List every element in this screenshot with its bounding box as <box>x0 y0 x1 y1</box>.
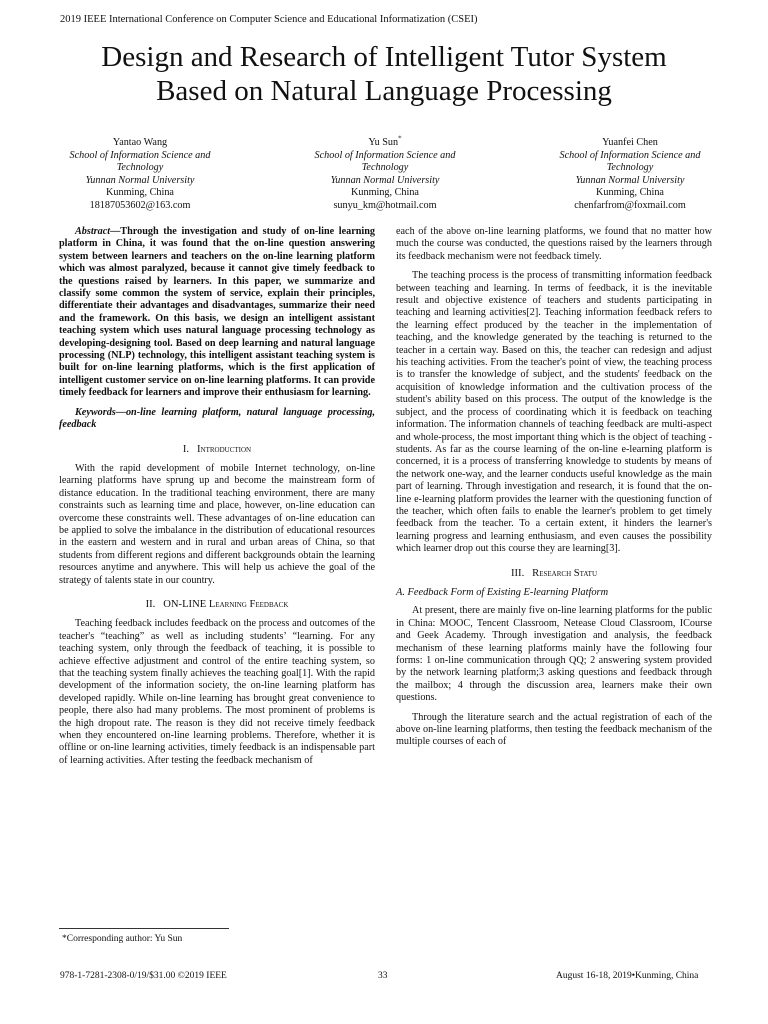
section-title: ON-LINE Learning Feedback <box>163 598 289 610</box>
abstract-text: —Through the investigation and study of on-line learning platform in China, it was found that the on-line question answering system between learners and teachers on the on-line learning platform which was almost paralyzed, because it cannot give timely feedback to the questions raised by learners. In this paper, we summarize and classify some common the system of service, explain their principles, differentiate their advantages and disadvantages, summarize their need and the framework. On this basis, we design an intelligent assistant teaching system which uses natural language processing technology as developing-designing tool. Based on deep learning and natural language processing (NLP) technology, this intelligent assistant teaching system is built for on-line learning platforms, which is the first application of intelligent customer service on on-line learning platforms. It can provide timely feedback for learners and improve their enthusiasm for learning. <box>59 226 375 399</box>
title-line-1: Design and Research of Intelligent Tutor System <box>101 41 667 73</box>
footnote-divider <box>59 928 229 929</box>
section-number: I. <box>182 443 190 455</box>
author-affiliation: Technology <box>116 162 164 174</box>
conference-header: 2019 IEEE International Conference on Computer Science and Educational Informatization (CSEI) <box>60 14 478 25</box>
subsection-heading: A. Feedback Form of Existing E-learning Platform <box>396 586 609 598</box>
author-2 <box>285 134 485 213</box>
section-heading-introduction <box>59 444 375 456</box>
paragraph: At present, there are mainly five on-line learning platforms for the public in China: MOOC, Tencent Classroom, Netease Cloud Classroom, ICourse and Geek Academy. Through investigation and analysis, the feedback mechanism of these learning platforms mainly have the following four forms: 1 on-line communication through QQ; 2 answering system provided by the network learning platform;3 asking questions and feedback through the mailbox; 4 through the discussion area, learners make their own questions. <box>396 605 712 704</box>
author-name: Yantao Wang <box>112 137 168 148</box>
section-heading-feedback <box>59 599 375 611</box>
footer-isbn: 978-1-7281-2308-0/19/$31.00 ©2019 IEEE <box>60 971 227 981</box>
section-title: Research Statu <box>532 567 597 579</box>
author-university: Yunnan Normal University <box>575 174 685 186</box>
paragraph: Through the literature search and the actual registration of each of the above on-line learning platforms, then testing the feedback mechanism of the multiple courses of each of <box>396 711 712 748</box>
section-heading-research-status <box>396 568 712 580</box>
page-number: 33 <box>378 971 388 981</box>
author-affiliation: Technology <box>606 162 654 174</box>
abstract-label: Abstract <box>75 226 111 237</box>
corresponding-mark: * <box>398 134 402 143</box>
footer-venue: August 16-18, 2019•Kunming, China <box>556 971 699 981</box>
footnote: *Corresponding author: Yu Sun <box>62 934 183 944</box>
keywords: Keywords—on-line learning platform, natural language processing, feedback <box>59 406 375 431</box>
author-university: Yunnan Normal University <box>330 174 440 186</box>
author-affiliation: Technology <box>361 162 409 174</box>
author-3 <box>530 137 730 213</box>
left-column <box>59 226 375 774</box>
section-number: II. <box>145 598 156 610</box>
author-name: Yu Sun <box>368 137 399 148</box>
section-title: Introduction <box>197 443 252 455</box>
author-1 <box>40 137 240 213</box>
paper-title <box>40 40 728 108</box>
author-block <box>40 134 730 213</box>
right-column <box>396 226 712 756</box>
author-name: Yuanfei Chen <box>602 137 658 148</box>
author-affiliation: School of Information Science and <box>314 149 456 161</box>
section-number: III. <box>510 567 525 579</box>
paragraph: The teaching process is the process of transmitting information feedback between teaching and learning. In terms of feedback, it is the inevitable result and objective existence of teachers and students participating in teaching and learning activities[2]. Teaching information feedback refers to the learning effect produced by the teacher in the implementation of teaching, and the knowledge generated by the teaching is returned to the teacher in a certain way. Based on this, the teacher can redesign and adjust his teaching activities. From the teacher's point of view, the teaching process is to transfer the knowledge of subject, and the students' feedback on the acquisition of knowledge information and the cultivation process of the student's ability based on this process. The output of the knowledge is the subject, and the process of coordinating which it is feedback on teaching information. The information channels of teaching feedback are multi-aspect and whole-process, the most important thing which is the object of teaching - students. As far as the course learning of the on-line e-learning platform is concerned, it is a process of transferring knowledge to students by means of the network one-way, and the learner conducts useful knowledge as the main part of learning. Through investigation and research, it is found that the on-line e-learning platform provides the learner with the questioning function of the teacher, which often fails to enable the learner's problem to get timely feedback from the teacher. To a certain extent, it hinders the learner's learning progress and learning enthusiasm, and even causes the possibility which learner drop out this course they are learning[3]. <box>396 270 712 555</box>
author-university: Yunnan Normal University <box>85 174 195 186</box>
author-affiliation: School of Information Science and <box>69 149 211 161</box>
author-email: 18187053602@163.com <box>89 199 191 211</box>
author-email: sunyu_km@hotmail.com <box>333 199 437 211</box>
title-line-2: Based on Natural Language Processing <box>156 75 612 107</box>
abstract <box>59 226 375 400</box>
author-affiliation: School of Information Science and <box>559 149 701 161</box>
author-city: Kunming, China <box>351 187 419 199</box>
paragraph: Teaching feedback includes feedback on the process and outcomes of the teacher's “teaching” as well as including students’ “learning. For any teaching system, only through the feedback of teaching, it is possible to achieve effective adjustment and control of the entire teaching system, so that the teaching system finally achieves the teaching goal[1]. With the rapid development of the information society, the on-line learning platform has developed rapidly. While on-line learning has brought great convenience to people, there also had many problems. The most prominent of problems is the high dropout rate. The reason is they did not receive timely feedback when they encountered on-line learning problems. Therefore, whether it is offline or on-line learning activities, timely feedback is an indispensable part of learning activities. After testing the feedback mechanism of <box>59 618 375 766</box>
paragraph: With the rapid development of mobile Internet technology, on-line learning platforms have sprung up and become the mainstream form of distance education. In the traditional teaching environment, there are many constraints such as learning time and place, however, on-line education can overcome these constraints well. These advantages of on-line education can be applied to solve the imbalance in the distribution of educational resources in the eastern and western and in rural and urban areas of China, so that students from different regions and different backgrounds obtain the learning resources anytime and anywhere. This will help us achieve the goal of the strategy of talents state in our country. <box>59 462 375 586</box>
author-city: Kunming, China <box>596 187 664 199</box>
author-city: Kunming, China <box>106 187 174 199</box>
paragraph: each of the above on-line learning platforms, we found that no matter how much the course was conducted, the questions raised by the learners through its feedback mechanism were not feedback timely. <box>396 226 712 262</box>
author-email: chenfarfrom@foxmail.com <box>574 199 686 211</box>
